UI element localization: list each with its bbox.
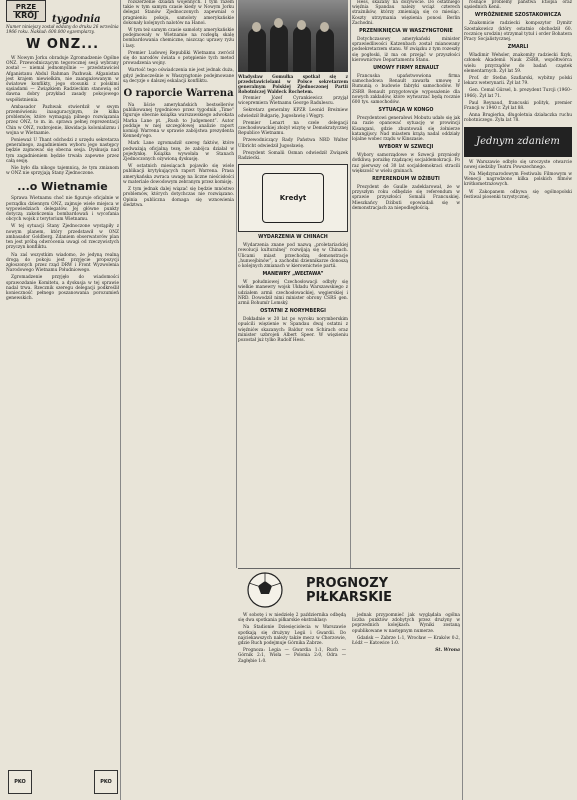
paragraph: Hess, skazany na dożywocie. Do ostatniego więźnia Spandau należy wciąż czterech strażników, którzy zmieniają się co miesiąc. Koszty utrzymania więzienia ponosi Berlin Zachodni. (352, 0, 460, 26)
photo-caption: Władysław Gomułka spotkał się z przedstawicielami w Polsce sekretarzem generalnym Polskiej Zjednoczonej Partii Robotniczej Waldeck Rochetem. (238, 74, 348, 94)
section-heading: WYDARZENIA W CHINACH (258, 235, 328, 241)
paragraph: Prezydent Somalii Osman odwiedził Związek Radziecki. (238, 150, 348, 162)
paragraph: Dotychczasowy amerykański minister sprawiedliwości Katzenbach został mianowany podsekretarzem stanu. W związku z tym rozeszły się pogłoski, iż ma on przejąć w przyszłości kierownictwo Departamentu Stanu. (352, 37, 460, 63)
masthead (6, 0, 119, 25)
paragraph: Gen. Cemal Gürsel, b. prezydent Turcji (1960–1966). Żył lat 71. (464, 88, 572, 99)
print-note: Numer niniejszy został oddany do druku 26 września 1966 roku. Nakład: 600.000 egzemplarzy. (6, 24, 119, 34)
paragraph: Premier Ludowej Republiki Wietnamu zwrócił się do narodów świata o potępienie tych metod prowadzenia wojny. (123, 50, 234, 67)
paragraph: Na liście amerykańskich bestsellerów publikowanej tygodniowo przez tygodnik „Time” figuruje obecnie książka warszawskiego adwokata Marka Lane pt. „Rush to Judgement”. Autor poddaje w niej szczegółowej analizie raport komisji Warrena w sprawie zabójstwa prezydenta Kennedy'ego. (123, 103, 234, 140)
column-rule (236, 0, 237, 568)
headline-warren: O raporcie Warrena (123, 88, 234, 100)
section-heading: WYRÓŻNIENIE SZOSTAKOWICZA (474, 13, 562, 19)
paragraph: Wydarzenia znane pod nazwą „proletariackiej rewolucji kulturalnej” rozwijają się w Chinach. Ulicami miast przechodzą demonstracje „hunwejbinów”, a zachodni dziennikarze donoszą o kolejnych zmianach w kierownictwie partii. (238, 243, 348, 270)
paragraph: Prezydentowi generałowi Mobutu udało się jak na razie opanować sytuację w prowincji Kisangani, gdzie zbuntowali się żołnierze katangijscy. Nad miastem krążą nadal oddziały lojalne wobec rządu w Kinszasie. (352, 116, 460, 143)
news-photo (238, 0, 348, 72)
prognozy-box (238, 568, 460, 666)
column-rule (120, 0, 121, 800)
column-5 (464, 0, 572, 202)
masthead-logo: PRZE KRÓJ (6, 0, 46, 22)
paragraph: W południowej Czechosłowacji odbyły się wielkie manewry wojsk Układu Warszawskiego z udziałem armii czechosłowackiej, węgierskiej i NRD. Dowodził nimi minister obrony CSRS gen. armii Bohumír Lomský. (238, 280, 348, 307)
section-heading: OSTATNI Z NORYMBERGI (260, 309, 326, 315)
pko-logo: PKO (94, 770, 118, 794)
paragraph: Ponieważ U Thant odchodzi z urzędu sekretarza generalnego, zagadnieniem wyboru jego następcy będzie zajmować się obecna sesja. Dyskusja nad tym zagadnieniem będzie trwała zapewne przez całą sesję. (6, 138, 119, 164)
paragraph: Przewodniczący Rady Państwa NRD Walter Ulbricht odwiedził Jugosławię. (238, 138, 348, 149)
paragraph: Paul Reynaud, francuski polityk, premier Francji w 1940 r. Żył lat 88. (464, 100, 572, 112)
paragraph: Zgromadzenie przyjęło do wiadomości sprawozdanie Komitetu, a dyskusja w tej sprawie nadal trwa. Rzecznik szeregu delegacji podkreślił konieczność pełnego poszanowania porozumień genewskich. (6, 275, 119, 302)
paragraph: W Zakopanem odbywa się ogólnopolski festiwal piosenki turystycznej. (464, 189, 572, 200)
headline-onz: W ONZ... (25, 37, 100, 52)
paragraph: rozszerzenie działań wojennych. I tym razem takie w tym samym czasie kiedy w Nowym Jorku delegat Stanów Zjednoczonych zapewniał o pragnieniu pokoju, samoloty amerykańskie dokonały kolejnych nalotów na Hanoi. (123, 0, 234, 26)
section-heading: SYTUACJA W KONGO (378, 108, 434, 114)
paragraph: W sobotę i w niedzielę 2 października odbędą się dwa spotkania piłkarskie ekstraklasy: (238, 613, 346, 624)
paragraph: Nie było dla nikogo tajemnicą, że tym zmianom w ONZ nie sprzyjają Stany Zjednoczone. (6, 166, 119, 177)
column-rule (350, 0, 351, 568)
paragraph: Sprawa Wietnamu choć nie figuruje oficjalnie w porządku dziennym ONZ, zajmuje wiele miejsca w wypowiedziach delegatów. Jej główne punkty dotyczą zakończenia bombardowań i wycofania obcych wojsk z terytorium Wietnamu. (6, 196, 119, 223)
paragraph: Anna Brugierka, długoletnia działaczka ruchu robotniczego. Żyła lat 78. (464, 113, 572, 124)
paragraph: Ambasador Pazhwak stwierdził w swym przemówieniu inauguracyjnym, że kilka problemów, które wymagają pilnego rozwiązania przez ONZ, to m. in. sprawa pełnej reprezentacji Chin w ONZ, rozbrojenie, likwidacja kolonializmu i wojna w Wietnamie. (6, 104, 119, 136)
column-2 (123, 0, 234, 210)
column-4 (352, 0, 460, 213)
column-3 (238, 0, 348, 345)
paragraph: jednak przypomnieć jak wyglądała ogólna liczba punktów zdobytych przez drużyny w poprzednich kolejkach. Wyniki zostaną opublikowane w następnym numerze. (352, 613, 460, 634)
paragraph: Na Stadionie Dziesięciolecia w Warszawie spotkają się drużyny Legii i Gwardii. Do najciekawszych należy także mecz w Chorzowie, gdzie Ruch podejmuje Górnika Zabrze. (238, 625, 346, 647)
section-heading: UMOWY FIRMY RENAULT (373, 66, 439, 72)
paragraph: Prof. dr Stefan Szaflarski, wybitny polski lekarz weterynarii. Żył lat 79. (464, 76, 572, 87)
signature: St. Wrona (435, 648, 460, 654)
section-heading: REFERENDUM W DŻIBUTI (372, 177, 440, 183)
headline-wietnam: ...o Wietnamie (17, 180, 108, 194)
paragraph: Sekretarz generalny KPZR Leonid Breżniew odwiedził Bułgarię, Jugosławię i Węgry. (238, 108, 348, 119)
column-rule (462, 0, 463, 800)
pko-logo: PKO (8, 770, 32, 794)
section-heading: PRZENIKNIĘCIA W WASZYNGTONIE (359, 29, 453, 35)
paragraph: Gdańsk — Zabrze 1:1, Wrocław — Kraków 0:2, Łódź — Katowice 1:0. (352, 635, 460, 647)
paragraph: Mark Lane zgromadził szereg faktów, które podważają oficjalną tezę, że zabójca działał w pojedynkę. Książka wywołała w Stanach Zjednoczonych ożywioną dyskusję. (123, 141, 234, 163)
advertisement (238, 164, 348, 232)
section-heading: MANEWRY „WEŁTAWA” (262, 272, 324, 278)
jednym-zdaniem-banner: Jednym zdaniem (464, 127, 572, 157)
paragraph: Premier Lenart na czele delegacji czechosłowackiej złożył wizytę w Demokratycznej Republice Wietnamu. (238, 120, 348, 137)
paragraph: Władimir Wehsler, znakomity radziecki fizyk, członek Akademii Nauk ZSRR, współtwórca wielu przyrządów do badań cząstek elementarnych. Żył lat 59. (464, 53, 572, 74)
paragraph: Znakomicie radziecki kompozytor Dymitr Szostakowicz (który ostatnio obchodził 60. rocznicę urodzin) otrzymał tytuł i order Bohatera Pracy Socjalistycznej. (464, 21, 572, 43)
prognozy-header (238, 568, 460, 613)
paragraph: W Warszawie odbyło się uroczyste otwarcie nowej siedziby Teatru Powszechnego. (464, 159, 572, 170)
paragraph: Prezydent de Gaulle zadeklarował, że w przyszłym roku odbędzie się referendum w sprawie przyszłości Somalii Francuskiej. Mieszkańcy Dżibuti opowiadali się w demonstracjach za niepodległością. (352, 185, 460, 211)
football-icon (238, 569, 292, 609)
paragraph: W tym też samym czasie samoloty amerykańskie podejmowały w Wietnamie na rozległą skalę bombardowania chemiczne, niszcząc uprawy ryżu i lasy. (123, 28, 234, 49)
paragraph: Prognoza: Legia — Gwardia 1:1, Ruch — Górnik 2:1, Wisła — Polonia 2:0, Odra — Zagłębie 1:0. (238, 648, 346, 664)
paragraph: Na zaś wszystkim wiadomo, że jedyną realną drogą do pokoju jest przyjęcie propozycji zgłoszonych przez rząd DRW i Front Wyzwolenia Narodowego Wietnamu Południowego. (6, 252, 119, 274)
paragraph: Dokładnie w 20 lat po wyroku norymberskim opuścili więzienie w Spandau dwaj ostatni z więźniów skazanych: Baldur von Schirach oraz minister uzbrojeń Albert Speer. W więzieniu pozostał już tylko Rudolf Hess. (238, 317, 348, 344)
section-title: tygodnia (52, 13, 101, 25)
section-heading: WYBORY W SZWECJI (378, 145, 434, 151)
paragraph: Na Międzynarodowym Festiwalu Filmowym w Wenecji nagrodzono kilka polskich filmów krótkometrażowych. (464, 172, 572, 188)
paragraph: W ostatnich miesiącach pojawiło się wiele publikacji krytykujących raport Warrena. Prasa amerykańska zwraca uwagę na liczne nieścisłości w materiale dowodowym zebranym przez komisję. (123, 164, 234, 185)
section-heading: ZMARLI (507, 45, 529, 51)
paragraph: Wartość tego oświadczenia nie jest jednak duża, gdyż jednocześnie w Waszyngtonie podejmowane są decyzje o dalszej eskalacji konfliktu. (123, 68, 234, 84)
prognozy-title: PROGNOZY PIŁKARSKIE (306, 576, 393, 605)
paragraph: W Nowym Jorku obraduje Zgromadzenie Ogólne ONZ. Przewodniczącym tegorocznej sesji wybrany został — niemal jednomyślnie — przedstawiciel Afganistanu Abdul Rahman Pazhwak. Afganistan jest krajem niewielkim, nie zaangażowanym w światowe konflikty, jego stosunki z polskimi sąsiadami — Związkiem Radzieckim stanowią od dawna dobry przykład zasady pokojowego współistnienia. (6, 56, 119, 103)
paragraph: Premier Józef Cyrankiewicz przyjął wicepremiera Wietnamu George Radulescu. (238, 96, 348, 107)
paragraph: Francuska upaństwowiona firma samochodowa Renault zawarła umowę z Rumunią o budowie fabryki samochodów. W ZSRR Renault przygotowuje wyposażenie dla nowych zakładów, które wytwarzać będą rocznie 600 tys. samochodów. (352, 74, 460, 106)
paragraph: Z tym jednak dalej wiązać się będzie mnóstwo problemów, których dotychczas nie rozwiązano. Opinia publiczna domaga się wznowienia śledztwa. (123, 187, 234, 208)
ad-logo: Kredyt (262, 173, 324, 223)
paragraph: rosnące problemy państwa Etiopia oraz sąsiednich Kenii. (464, 0, 572, 11)
paragraph: W tej sytuacji Stany Zjednoczone wystąpiły z nowym planem, który przedstawił w ONZ ambasador Goldberg. Zdaniem obserwatorów plan ten jest próbą odwrócenia uwagi od rzeczywistych przyczyn konfliktu. (6, 224, 119, 251)
column-1 (6, 0, 119, 303)
paragraph: Wybory samorządowe w Szwecji przyniosły dotkliwą porażkę rządzącej socjaldemokracji. Po raz pierwszy od 30 lat socjaldemokraci stracili większość w wielu gminach. (352, 153, 460, 174)
